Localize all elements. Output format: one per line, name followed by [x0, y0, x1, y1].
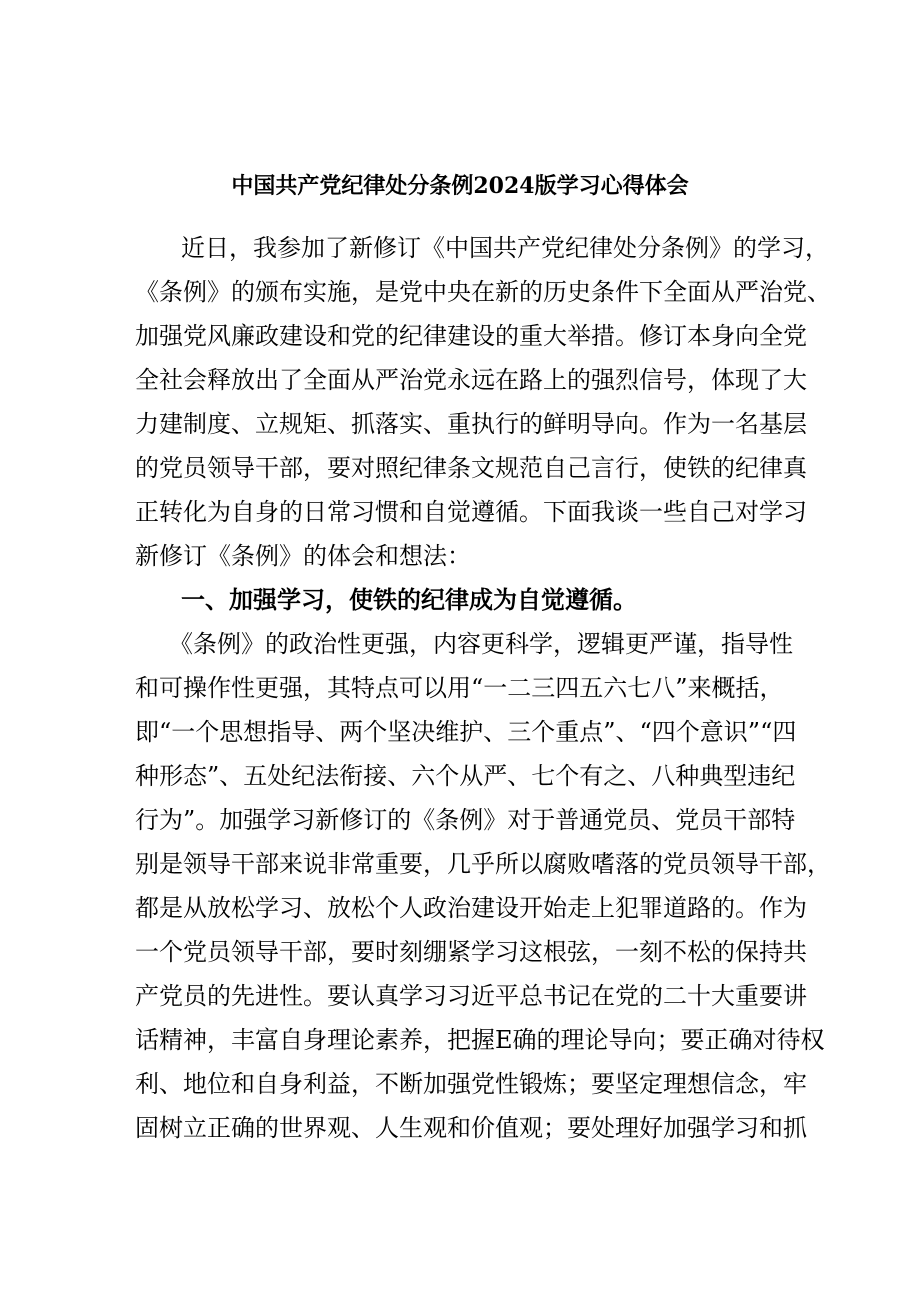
paragraph-2-line-10: 话精神，丰富自身理论素养，把握E确的理论导向；要正确对待权 [135, 1026, 825, 1054]
paragraph-2-line-7: 都是从放松学习、放松个人政治建设开始走上犯罪道路的。作为 [135, 894, 807, 922]
paragraph-2-line-1: 《条例》的政治性更强，内容更科学，逻辑更严谨，指导性 [169, 630, 793, 658]
paragraph-2-line-11: 利、地位和自身利益，不断加强党性锻炼；要坚定理想信念，牢 [135, 1070, 807, 1098]
paragraph-2-line-4: 种形态”、五处纪法衔接、六个从严、七个有之、八种典型违纪 [135, 762, 796, 790]
paragraph-2-line-2: 和可操作性更强，其特点可以用“一二三四五六七八”来概括， [135, 674, 784, 702]
paragraph-1-line-5: 力建制度、立规矩、抓落实、重执行的鲜明导向。作为一名基层 [135, 410, 807, 438]
document-title: 中国共产党纪律处分条例2024版学习心得体会 [231, 173, 689, 199]
paragraph-1-line-1: 近日，我参加了新修订《中国共产党纪律处分条例》的学习， [181, 234, 829, 262]
paragraph-2-line-8: 一个党员领导干部，要时刻绷紧学习这根弦，一刻不松的保持共 [135, 938, 807, 966]
paragraph-2-line-3: 即“一个思想指导、两个坚决维护、三个重点”、“四个意识”“四 [135, 718, 797, 746]
paragraph-1-line-7: 正转化为自身的日常习惯和自觉遵循。下面我谈一些自己对学习 [135, 498, 807, 526]
paragraph-1-line-3: 加强党风廉政建设和党的纪律建设的重大举措。修订本身向全党 [135, 322, 807, 350]
paragraph-1-line-6: 的党员领导干部，要对照纪律条文规范自己言行，使铁的纪律真 [135, 454, 807, 482]
paragraph-1-line-2: 《条例》的颁布实施，是党中央在新的历史条件下全面从严治党、 [135, 278, 831, 306]
paragraph-2-line-6: 别是领导干部来说非常重要，几乎所以腐败嗜落的党员领导干部， [135, 850, 831, 878]
paragraph-2-line-5: 行为”。加强学习新修订的《条例》对于普通党员、党员干部特 [135, 806, 796, 834]
section-heading-1: 一、加强学习，使铁的纪律成为自觉遵循。 [181, 585, 637, 614]
paragraph-2-line-9: 产党员的先进性。要认真学习习近平总书记在党的二十大重要讲 [135, 982, 807, 1010]
paragraph-2-line-12: 固树立正确的世界观、人生观和价值观；要处理好加强学习和抓 [135, 1114, 807, 1142]
paragraph-1-line-8: 新修订《条例》的体会和想法： [135, 542, 471, 570]
paragraph-1-line-4: 全社会释放出了全面从严治党永远在路上的强烈信号，体现了大 [135, 366, 807, 394]
